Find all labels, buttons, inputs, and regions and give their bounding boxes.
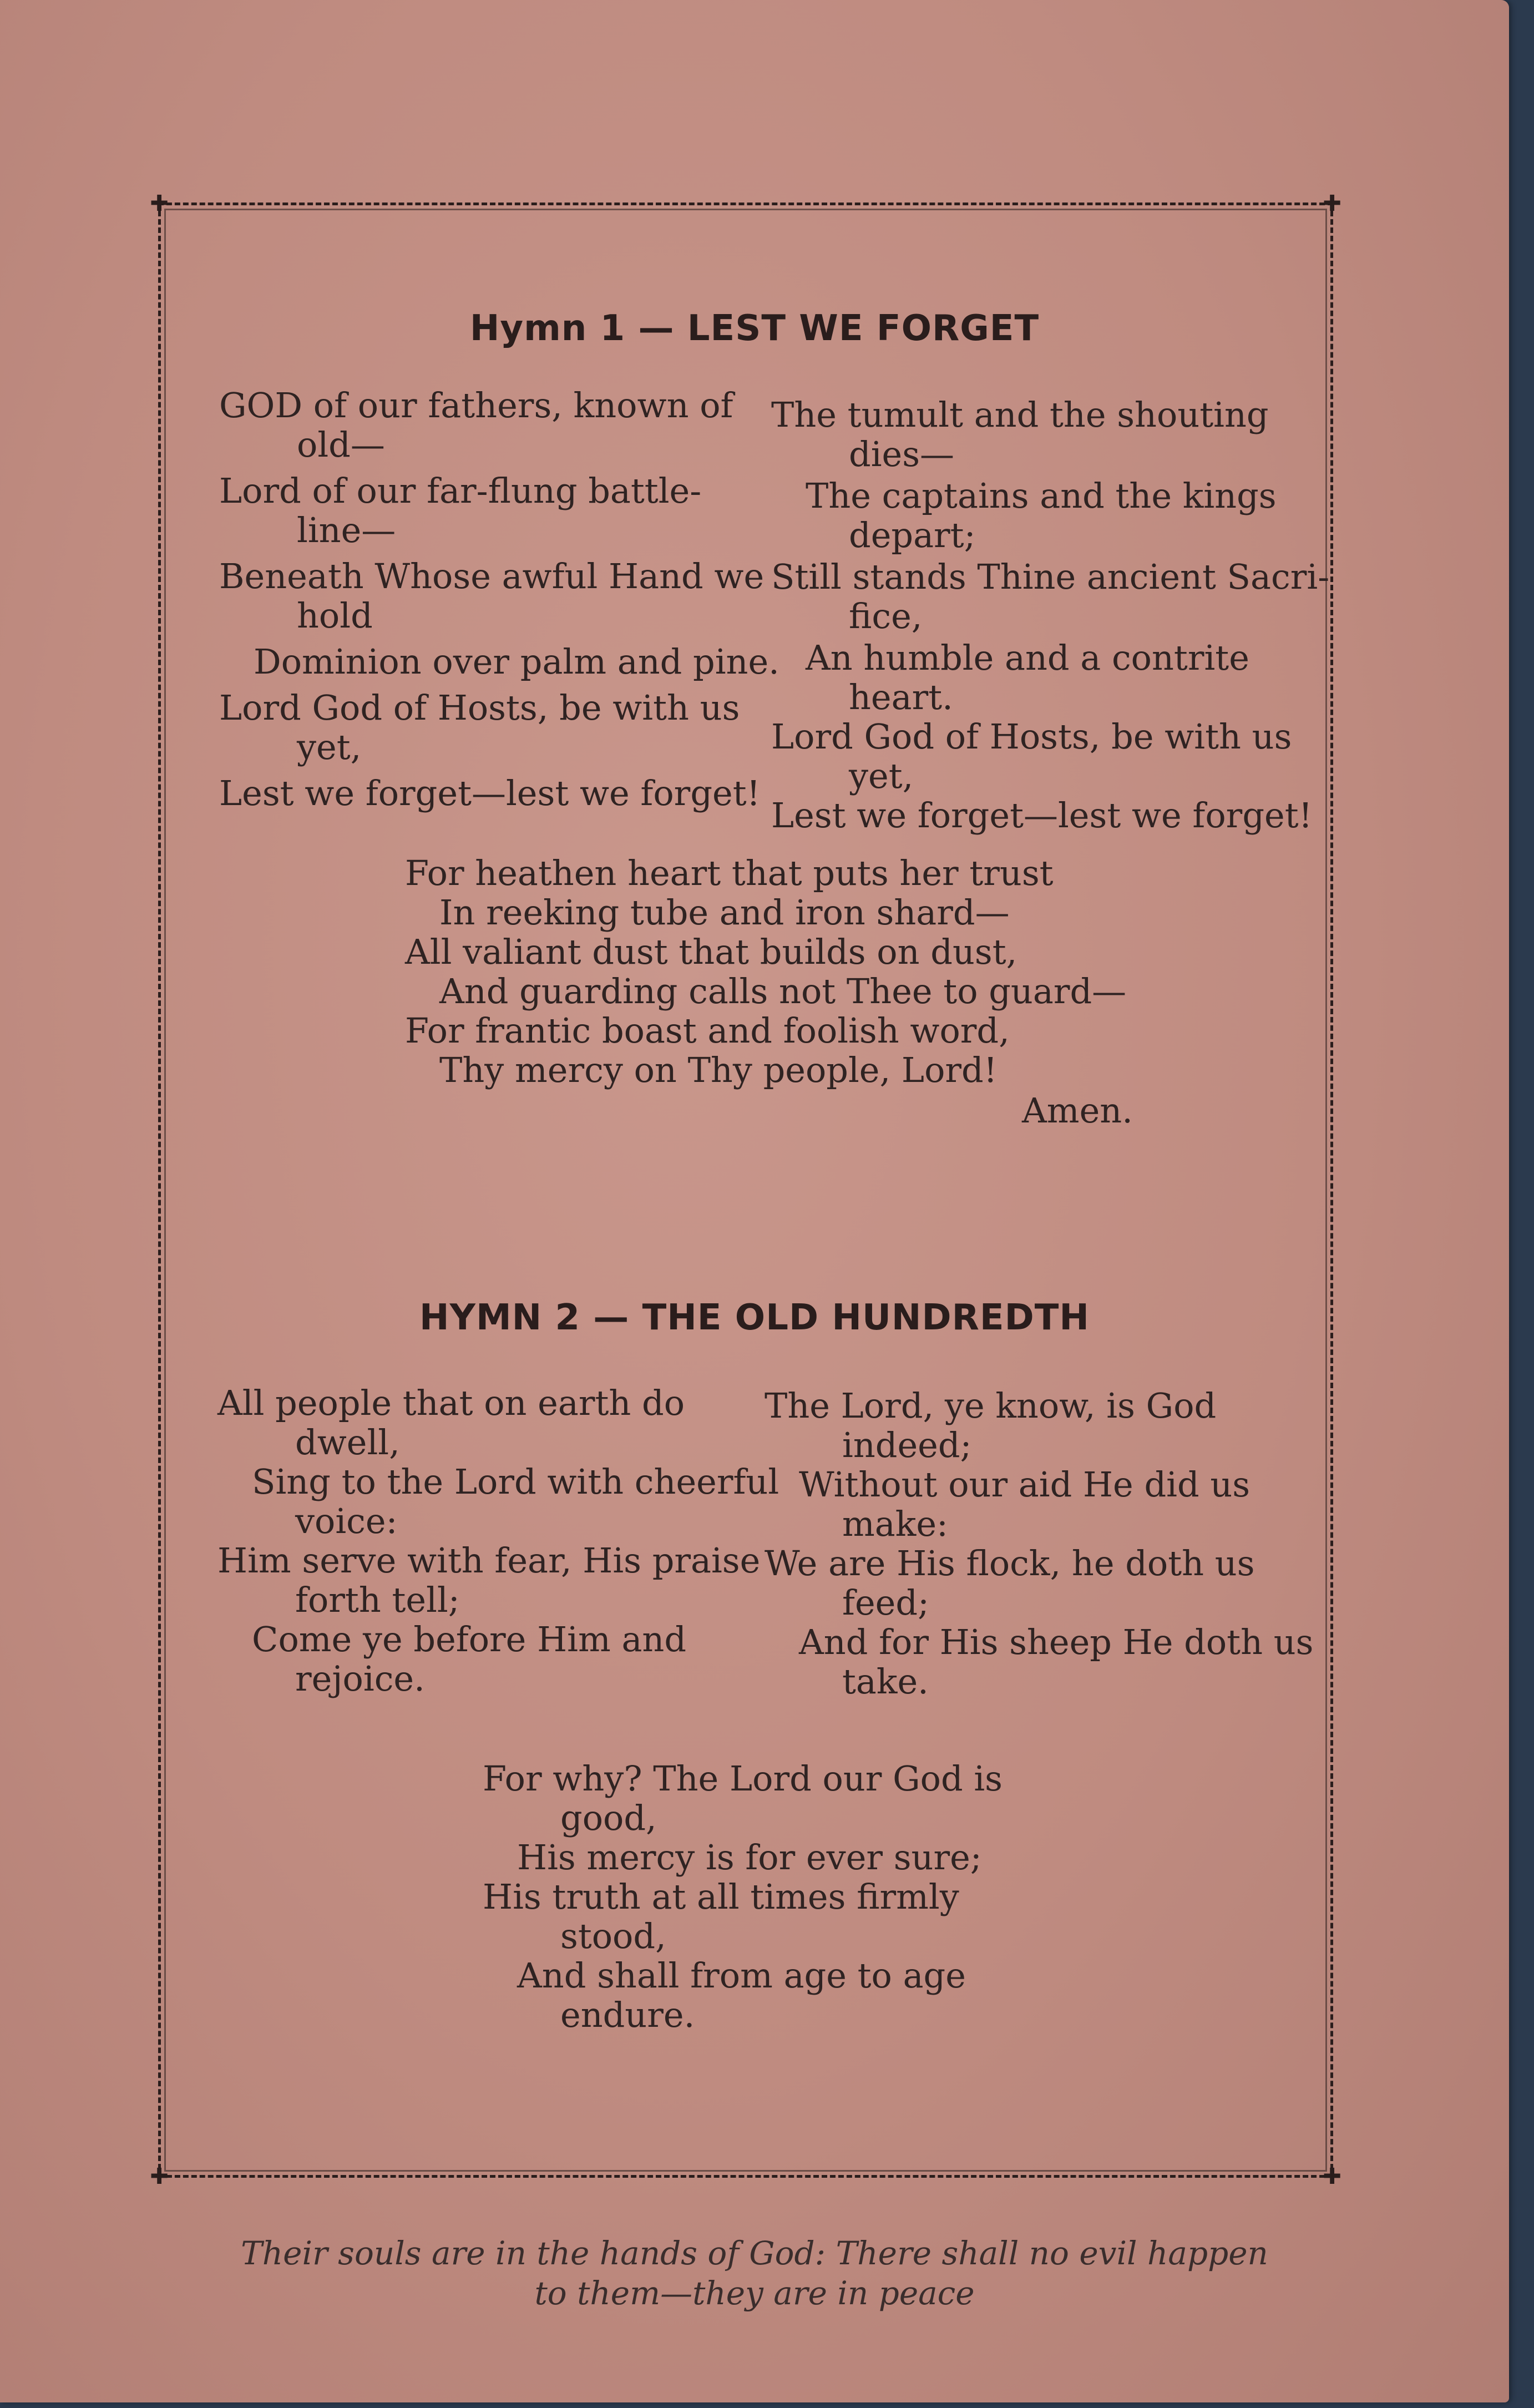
cross-ornament-icon: ✚	[150, 2164, 169, 2189]
verse-line: heart.	[849, 677, 953, 717]
hymn-1-title: Hymn 1 — LEST WE FORGET	[469, 308, 1040, 349]
verse-line: good,	[560, 1798, 657, 1838]
verse-line: dwell,	[295, 1422, 400, 1463]
cross-ornament-icon: ✚	[1323, 191, 1341, 216]
verse-line: Him serve with fear, His praise	[217, 1540, 761, 1581]
verse-line: The Lord, ye know, is God	[765, 1385, 1217, 1426]
verse-line: And shall from age to age	[517, 1955, 966, 1996]
verse-line: stood,	[560, 1916, 666, 1956]
verse-line: old—	[297, 424, 385, 465]
verse-line: An humble and a contrite	[806, 638, 1249, 678]
verse-line: Dominion over palm and pine.	[254, 641, 779, 682]
verse-line: hold	[297, 595, 373, 636]
verse-line: endure.	[560, 1995, 695, 2035]
verse-line: Lord God of Hosts, be with us	[771, 716, 1292, 757]
verse-line: Lest we forget—lest we forget!	[219, 773, 761, 813]
verse-line: Sing to the Lord with cheerful	[252, 1461, 779, 1502]
verse-line: Lest we forget—lest we forget!	[771, 795, 1313, 836]
verse-line: The tumult and the shouting	[771, 394, 1269, 435]
verse-line: yet,	[297, 727, 362, 767]
caption-line: Their souls are in the hands of God: There shall no evil happen	[241, 2234, 1268, 2272]
verse-line: And for His sheep He doth us	[799, 1622, 1314, 1662]
verse-line: We are His flock, he doth us	[765, 1543, 1255, 1584]
verse-line: The captains and the kings	[806, 475, 1277, 516]
verse-line: line—	[297, 510, 396, 550]
verse-line: feed;	[842, 1582, 929, 1623]
verse-line: Lord God of Hosts, be with us	[219, 687, 740, 728]
hymn-1-final-stanza	[405, 853, 1126, 1090]
verse-line: take.	[842, 1661, 929, 1702]
verse-line: yet,	[849, 756, 914, 796]
verse-line: Thy mercy on Thy people, Lord!	[439, 1050, 998, 1090]
verse-line: Come ye before Him and	[252, 1619, 687, 1660]
verse-line: For why? The Lord our God is	[483, 1758, 1003, 1799]
cross-ornament-icon: ✚	[1323, 2164, 1341, 2189]
verse-line: fice,	[849, 596, 923, 636]
verse-line: His mercy is for ever sure;	[517, 1837, 982, 1878]
caption-line: to them—they are in peace	[534, 2274, 975, 2312]
hymn-2-final-stanza	[483, 1759, 1003, 2035]
verse-line: In reeking tube and iron shard—	[439, 892, 1010, 933]
verse-line: voice:	[295, 1501, 398, 1541]
verse-line: depart;	[849, 515, 976, 555]
verse-line: GOD of our fathers, known of	[219, 385, 733, 426]
verse-line: make:	[842, 1504, 948, 1544]
verse-line: Without our aid He did us	[799, 1464, 1251, 1505]
verse-line: Still stands Thine ancient Sacri-	[771, 557, 1330, 597]
verse-line: All people that on earth do	[217, 1383, 685, 1423]
verse-line: For heathen heart that puts her trust	[405, 853, 1054, 893]
verse-line: And guarding calls not Thee to guard—	[439, 971, 1127, 1011]
verse-line: dies—	[849, 434, 955, 474]
hymn-1-right-stanza	[771, 394, 1330, 836]
verse-line: His truth at all times firmly	[483, 1876, 959, 1917]
verse-line: For frantic boast and foolish word,	[405, 1010, 1010, 1051]
hymn-2-right-stanza	[765, 1385, 1314, 1702]
verse-line: rejoice.	[295, 1658, 425, 1699]
verse-line: forth tell;	[295, 1580, 460, 1620]
scripture-caption	[0, 2233, 1509, 2313]
verse-line: Lord of our far-flung battle-	[219, 471, 702, 511]
cross-ornament-icon: ✚	[150, 191, 169, 216]
hymn-2-title: HYMN 2 — THE OLD HUNDREDTH	[419, 1297, 1090, 1338]
hymn-1-left-stanza	[219, 385, 779, 813]
verse-line: Beneath Whose awful Hand we	[219, 556, 765, 596]
verse-line: indeed;	[842, 1425, 972, 1465]
hymn-2-left-stanza	[217, 1383, 779, 1699]
amen-text: Amen.	[1022, 1090, 1133, 1131]
verse-line: All valiant dust that builds on dust,	[405, 932, 1017, 972]
